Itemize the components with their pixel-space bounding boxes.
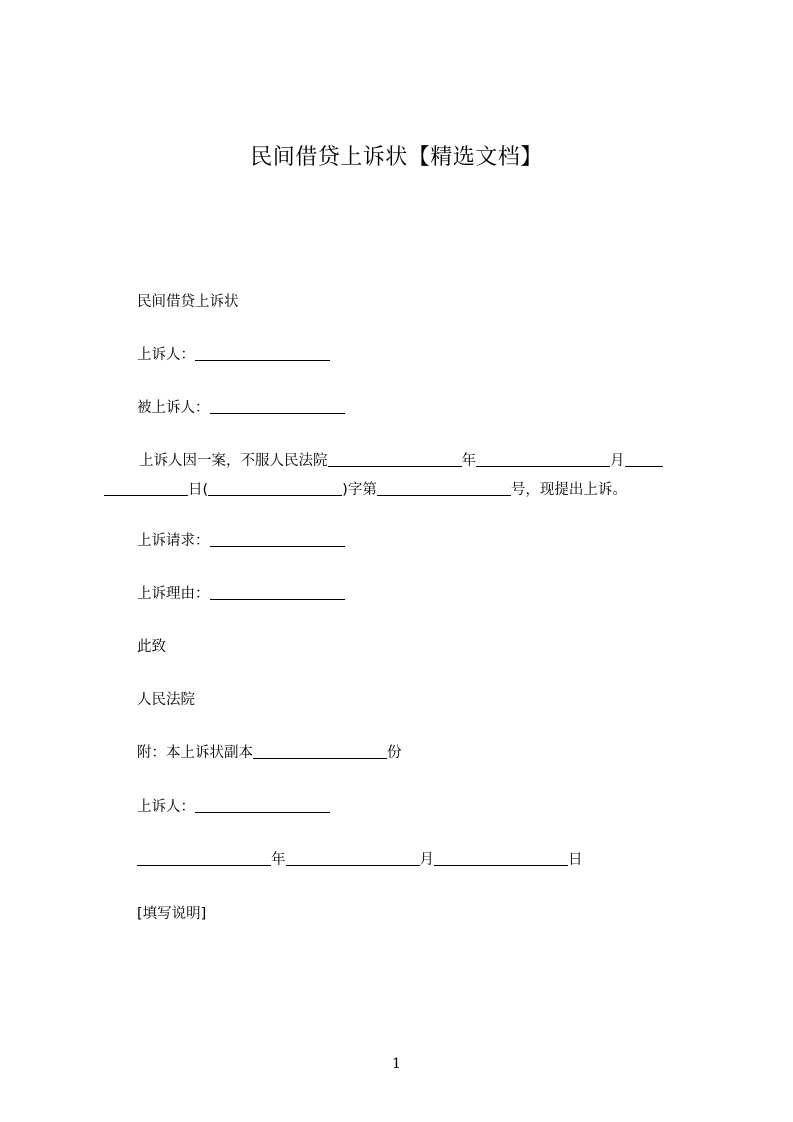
appellee-label: 被上诉人：	[137, 400, 210, 416]
case-paren-close: )字第	[342, 482, 377, 498]
date-line	[137, 850, 583, 870]
salutation: 此致	[137, 639, 166, 655]
case-year: 年	[461, 453, 476, 469]
case-line-1	[139, 451, 663, 471]
appellee-line	[137, 398, 345, 418]
case-day: 日(	[188, 482, 209, 498]
appellee-blank[interactable]	[210, 399, 345, 414]
case-number-blank[interactable]	[377, 481, 511, 496]
attachment-prefix: 附：本上诉状副本	[137, 745, 253, 761]
attachment-suffix: 份	[387, 745, 402, 761]
court-name: 人民法院	[137, 692, 195, 708]
appellant-line	[137, 345, 330, 365]
case-month-blank-end[interactable]	[104, 481, 188, 496]
date-year-blank[interactable]	[137, 851, 271, 866]
date-month-blank[interactable]	[286, 851, 420, 866]
document-title: 民间借贷上诉状【精选文档】	[250, 145, 543, 170]
date-day-blank[interactable]	[434, 851, 568, 866]
request-label: 上诉请求：	[137, 533, 210, 549]
appellant-blank[interactable]	[195, 346, 330, 361]
case-text: 上诉人因一案，不服人民法院	[139, 453, 328, 469]
signature-label: 上诉人：	[137, 799, 195, 815]
instructions-heading: [填写说明]	[137, 906, 207, 922]
reason-line	[137, 584, 345, 604]
case-month: 月	[610, 453, 625, 469]
page-number: 1	[392, 1056, 401, 1072]
signature-blank[interactable]	[195, 798, 330, 813]
reason-blank[interactable]	[210, 585, 345, 600]
request-blank[interactable]	[210, 532, 345, 547]
case-month-blank-start[interactable]	[625, 452, 663, 467]
case-year-blank[interactable]	[476, 452, 610, 467]
request-line	[137, 531, 345, 551]
attachment-line	[137, 743, 402, 763]
subheading: 民间借贷上诉状	[137, 294, 239, 310]
attachment-blank[interactable]	[253, 744, 387, 759]
signature-line	[137, 797, 330, 817]
date-day: 日	[568, 852, 583, 868]
date-month: 月	[419, 852, 434, 868]
court-blank[interactable]	[328, 452, 462, 467]
date-year: 年	[271, 852, 286, 868]
case-code-blank[interactable]	[208, 481, 342, 496]
case-number-suffix: 号，现提出上诉。	[510, 482, 627, 498]
appellant-label: 上诉人：	[137, 347, 195, 363]
reason-label: 上诉理由：	[137, 586, 210, 602]
case-line-2	[104, 480, 627, 500]
